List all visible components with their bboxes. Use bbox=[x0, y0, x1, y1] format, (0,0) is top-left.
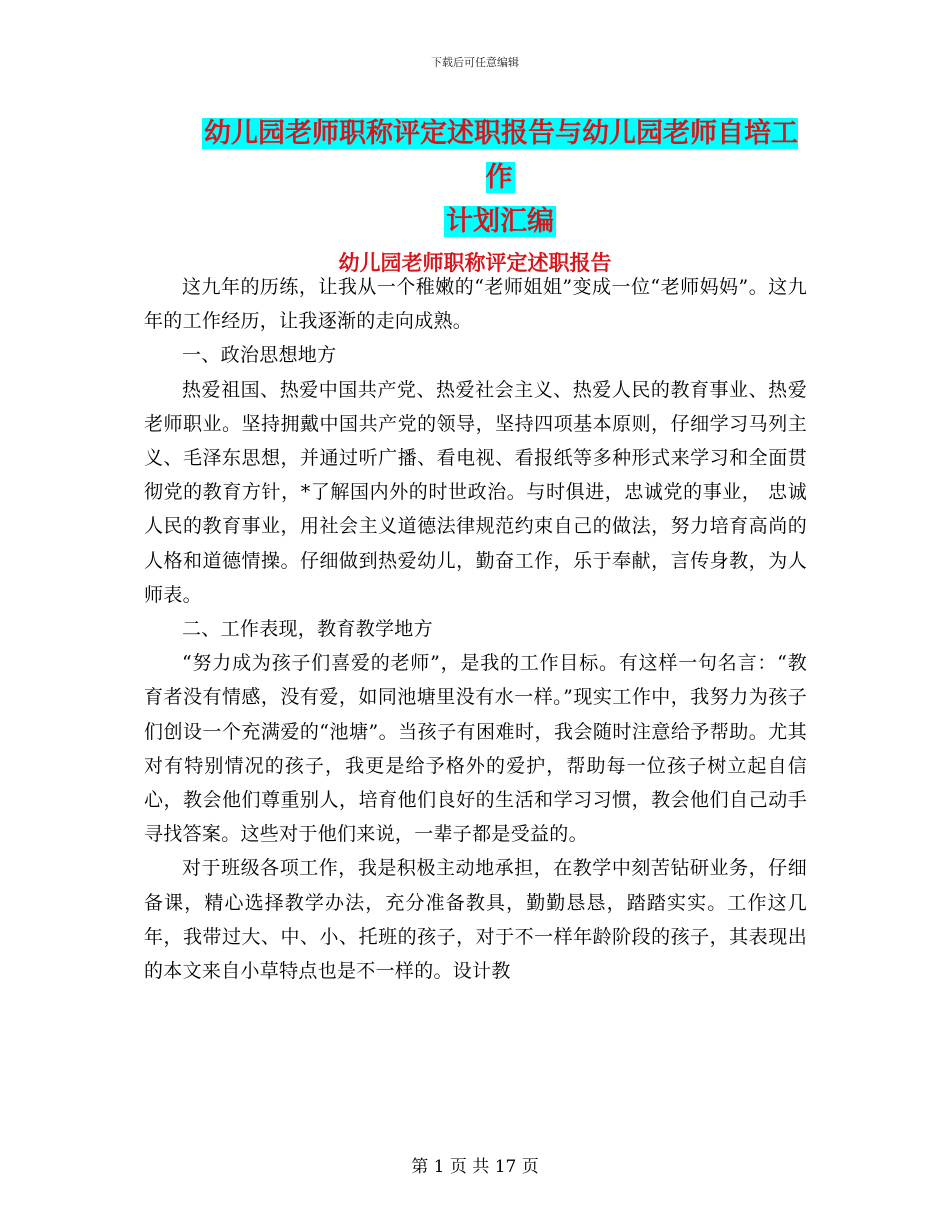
title-line-2: 计划汇编 bbox=[446, 206, 554, 237]
paragraph: 对于班级各项工作，我是积极主动地承担，在教学中刻苦钻研业务，仔细备课，精心选择教学办法，充分准备教具，勤勤恳恳，踏踏实实。工作这几年，我带过大、中、小、托班的孩子，对于不一样年龄阶段的孩子，其表现出的本文来自小草特点也是不一样的。设计教 bbox=[144, 857, 807, 983]
paragraph: “努力成为孩子们喜爱的老师”，是我的工作目标。有这样一句名言：“教育者没有情感，没有爱，如同池塘里没有水一样。”现实工作中，我努力为孩子们创设一个充满爱的“池塘”。当孩子有困难时，我会随时注意给予帮助。尤其对有特别情况的孩子，我更是给予格外的爱护，帮助每一位孩子树立起自信心，教会他们尊重别人，培育他们良好的生活和学习习惯，教会他们自己动手寻找答案。这些对于他们来说，一辈子都是受益的。 bbox=[144, 652, 807, 846]
subheading: 二、工作表现，教育教学地方 bbox=[182, 618, 433, 641]
page-footer: 第 1 页 共 17 页 bbox=[411, 1157, 539, 1177]
document-title bbox=[190, 112, 810, 244]
header-note: 下载后可任意编辑 bbox=[431, 56, 519, 69]
paragraph: 这九年的历练，让我从一个稚嫩的“老师姐姐”变成一位“老师妈妈”。这九年的工作经历，让我逐渐的走向成熟。 bbox=[144, 276, 807, 333]
section-title: 幼儿园老师职称评定述职报告 bbox=[338, 250, 612, 275]
paragraph: 热爱祖国、热爱中国共产党、热爱社会主义、热爱人民的教育事业、热爱老师职业。坚持拥戴中国共产党的领导，坚持四项基本原则，仔细学习马列主义、毛泽东思想，并通过听广播、看电视、看报纸等多种形式来学习和全面贯彻党的教育方针，*了解国内外的时世政治。与时俱进，忠诚党的事业， 忠诚人民的教育事业，用社会主义道德法律规范约束自己的做法，努力培育高尚的人格和道德情操。仔细做到热爱幼儿，勤奋工作，乐于奉献，言传身教，为人师表。 bbox=[144, 378, 807, 606]
title-line-1: 幼儿园老师职称评定述职报告与幼儿园老师自培工作 bbox=[204, 118, 798, 193]
subheading: 一、政治思想地方 bbox=[182, 344, 337, 367]
document-body bbox=[144, 270, 807, 988]
